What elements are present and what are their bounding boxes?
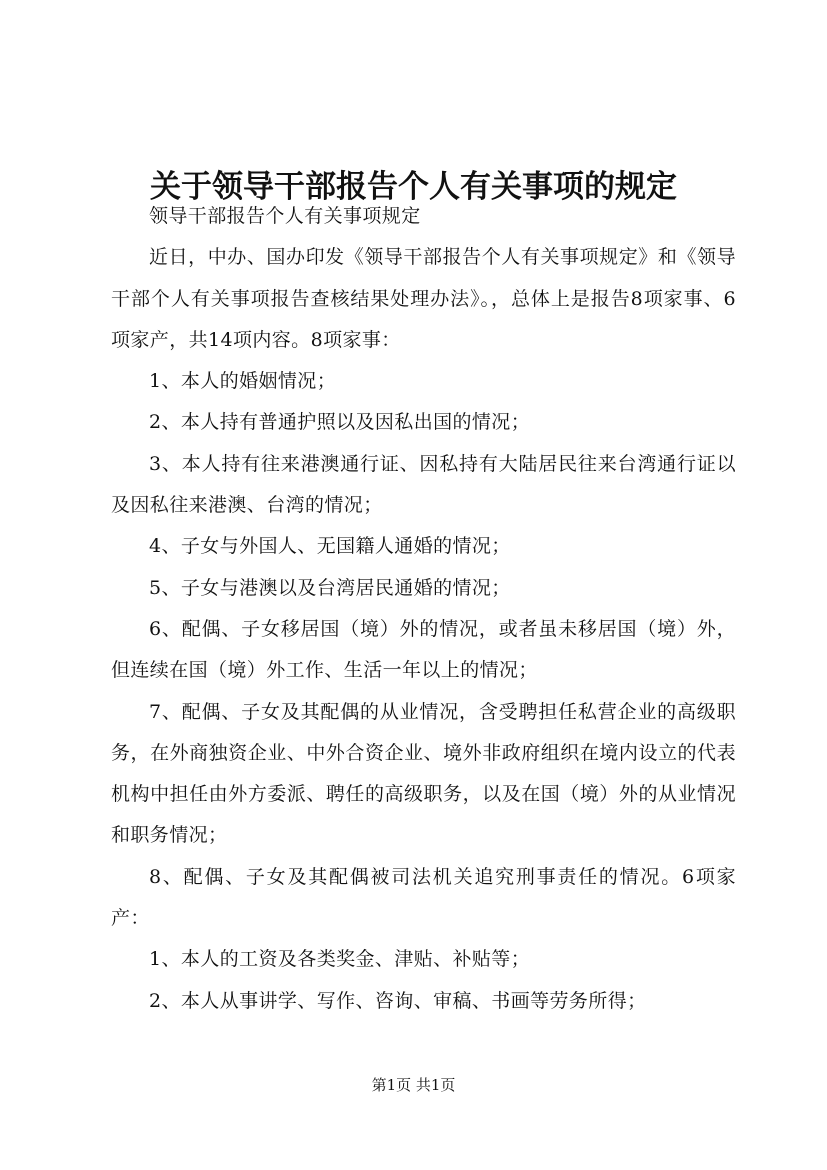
list-item: 8、配偶、子女及其配偶被司法机关追究刑事责任的情况。6项家产： [111,865,736,930]
list-item: 2、本人持有普通护照以及因私出国的情况； [149,411,531,434]
list-item: 1、本人的工资及各类奖金、津贴、补贴等； [149,948,531,971]
page-footer: 第1页 共1页 [371,1076,456,1094]
list-item: 2、本人从事讲学、写作、咨询、审稿、书画等劳务所得； [149,989,647,1012]
list-item: 3、本人持有往来港澳通行证、因私持有大陆居民往来台湾通行证以及因私往来港澳、台湾的情况； [111,452,736,517]
list-item: 4、子女与外国人、无国籍人通婚的情况； [149,535,511,558]
list-item: 6、配偶、子女移居国（境）外的情况，或者虽未移居国（境）外，但连续在国（境）外工作、生活一年以上的情况； [111,617,736,682]
document-title: 关于领导干部报告个人有关事项的规定 [150,168,677,205]
document-body [111,196,736,1022]
paragraph-intro: 近日，中办、国办印发《领导干部报告个人有关事项规定》和《领导干部个人有关事项报告查核结果处理办法》。，总体上是报告8项家事、6项家产，共14项内容。8项家事： [111,246,736,351]
list-item: 1、本人的婚姻情况； [149,370,337,393]
list-item: 5、子女与港澳以及台湾居民通婚的情况； [149,576,511,599]
list-item: 7、配偶、子女及其配偶的从业情况，含受聘担任私营企业的高级职务，在外商独资企业、中外合资企业、境外非政府组织在境内设立的代表机构中担任由外方委派、聘任的高级职务，以及在国（境）外的从业情况和职务情况； [111,700,736,847]
paragraph-subtitle: 领导干部报告个人有关事项规定 [149,205,421,227]
